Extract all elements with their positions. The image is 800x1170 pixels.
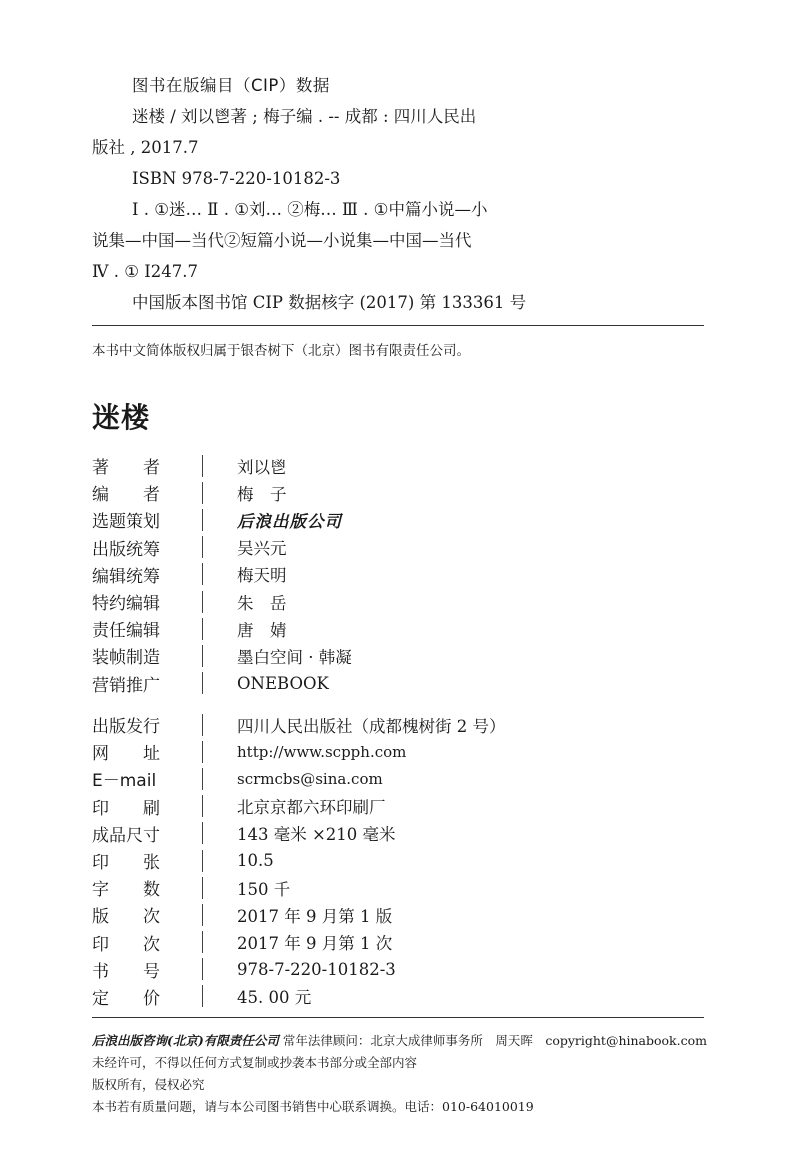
publisher-brand-logo: 后浪出版咨询(北京)有限责任公司 bbox=[92, 1033, 279, 1048]
publication-row bbox=[92, 929, 712, 956]
credit-row bbox=[92, 534, 712, 561]
publication-row bbox=[92, 711, 712, 738]
column-separator bbox=[202, 455, 203, 477]
credit-value: 墨白空间 · 韩凝 bbox=[237, 647, 352, 667]
column-separator bbox=[202, 877, 203, 899]
column-separator bbox=[202, 822, 203, 844]
credit-value: ONEBOOK bbox=[237, 673, 329, 693]
credit-label: 选题策划 bbox=[92, 512, 160, 533]
credit-label: 编辑统筹 bbox=[92, 566, 160, 587]
footer-line: 版权所有，侵权必究 bbox=[92, 1077, 205, 1092]
publication-list bbox=[92, 711, 712, 1010]
credit-row bbox=[92, 506, 712, 533]
publication-label: 成品尺寸 bbox=[92, 825, 160, 846]
credit-row bbox=[92, 670, 712, 697]
credit-value: 朱 岳 bbox=[237, 593, 287, 613]
publication-value: 45. 00 元 bbox=[237, 988, 312, 1008]
credit-label: 出版统筹 bbox=[92, 539, 160, 560]
publication-row bbox=[92, 847, 712, 874]
credit-row bbox=[92, 452, 712, 479]
publication-row bbox=[92, 793, 712, 820]
top-divider bbox=[92, 325, 704, 326]
credit-label: 装帧制造 bbox=[92, 648, 160, 669]
credit-row bbox=[92, 588, 712, 615]
publication-row bbox=[92, 874, 712, 901]
credit-label: 责任编辑 bbox=[92, 621, 160, 642]
publication-label: 定 价 bbox=[92, 988, 160, 1009]
book-title: 迷楼 bbox=[92, 401, 151, 434]
credit-row bbox=[92, 642, 712, 669]
column-separator bbox=[202, 618, 203, 640]
publication-label: 网 址 bbox=[92, 744, 160, 765]
publication-label: E－mail bbox=[92, 771, 157, 792]
publication-label: 字 数 bbox=[92, 880, 160, 901]
publication-row bbox=[92, 901, 712, 928]
cip-line: Ⅰ . ①迷… Ⅱ . ①刘… ②梅… Ⅲ . ①中篇小说—小 bbox=[132, 200, 488, 219]
publication-value: 2017 年 9 月第 1 版 bbox=[237, 906, 393, 926]
cip-line: Ⅳ . ① I247.7 bbox=[92, 262, 199, 281]
column-separator bbox=[202, 958, 203, 980]
cip-block bbox=[92, 72, 712, 318]
publication-row bbox=[92, 765, 712, 792]
credit-value: 梅天明 bbox=[237, 566, 287, 586]
column-separator bbox=[202, 509, 203, 531]
footer-legal-line bbox=[92, 1030, 712, 1052]
column-separator bbox=[202, 591, 203, 613]
cip-title: 图书在版编目（CIP）数据 bbox=[132, 76, 330, 95]
credit-label: 著 者 bbox=[92, 458, 160, 479]
credit-value: 吴兴元 bbox=[237, 539, 287, 559]
publication-value: 2017 年 9 月第 1 次 bbox=[237, 934, 393, 954]
website-url: http://www.scpph.com bbox=[237, 742, 407, 761]
credit-label: 特约编辑 bbox=[92, 594, 160, 615]
publication-label: 书 号 bbox=[92, 961, 160, 982]
column-separator bbox=[202, 563, 203, 585]
bottom-divider bbox=[92, 1017, 704, 1018]
publication-value: 北京京都六环印刷厂 bbox=[237, 798, 386, 818]
footer bbox=[92, 1030, 712, 1118]
column-separator bbox=[202, 714, 203, 736]
column-separator bbox=[202, 985, 203, 1007]
publication-value: 143 毫米 ×210 毫米 bbox=[237, 825, 396, 845]
publication-row bbox=[92, 820, 712, 847]
publication-label: 印 张 bbox=[92, 853, 160, 874]
publication-row bbox=[92, 983, 712, 1010]
cip-line: 中国版本图书馆 CIP 数据核字 (2017) 第 133361 号 bbox=[132, 293, 527, 312]
column-separator bbox=[202, 768, 203, 790]
column-separator bbox=[202, 850, 203, 872]
publication-label: 出版发行 bbox=[92, 717, 160, 738]
publication-value: 10.5 bbox=[237, 851, 274, 871]
email-address: scrmcbs@sina.com bbox=[237, 769, 383, 788]
column-separator bbox=[202, 482, 203, 504]
credit-label: 编 者 bbox=[92, 485, 160, 506]
column-separator bbox=[202, 672, 203, 694]
publication-row bbox=[92, 956, 712, 983]
credit-value: 梅 子 bbox=[237, 484, 287, 504]
publication-value: 978-7-220-10182-3 bbox=[237, 959, 396, 979]
column-separator bbox=[202, 741, 203, 763]
column-separator bbox=[202, 904, 203, 926]
publication-label: 版 次 bbox=[92, 907, 160, 928]
publication-label: 印 刷 bbox=[92, 798, 160, 819]
column-separator bbox=[202, 931, 203, 953]
credits-list bbox=[92, 452, 712, 697]
credit-row bbox=[92, 561, 712, 588]
cip-line: 说集—中国—当代②短篇小说—小说集—中国—当代 bbox=[92, 231, 472, 250]
publication-value: 四川人民出版社（成都槐树街 2 号） bbox=[237, 716, 506, 736]
column-separator bbox=[202, 536, 203, 558]
cip-line: 迷楼 / 刘以鬯著 ; 梅子编 . -- 成都 : 四川人民出 bbox=[132, 107, 477, 126]
credit-row bbox=[92, 479, 712, 506]
cip-line: 版社 , 2017.7 bbox=[92, 138, 199, 157]
credit-label: 营销推广 bbox=[92, 675, 160, 696]
credit-value: 唐 婧 bbox=[237, 620, 287, 640]
footer-line: 本书若有质量问题，请与本公司图书销售中心联系调换。电话：010-64010019 bbox=[92, 1099, 534, 1114]
legal-counsel: 常年法律顾问：北京大成律师事务所 周天晖 copyright@hinabook.com bbox=[278, 1033, 707, 1048]
cip-line: ISBN 978-7-220-10182-3 bbox=[132, 169, 341, 188]
publisher-brand-logo: 后浪出版公司 bbox=[237, 511, 342, 531]
credit-value: 刘以鬯 bbox=[237, 457, 287, 477]
column-separator bbox=[202, 795, 203, 817]
publication-row bbox=[92, 738, 712, 765]
credit-row bbox=[92, 615, 712, 642]
footer-line: 未经许可，不得以任何方式复制或抄袭本书部分或全部内容 bbox=[92, 1055, 418, 1070]
copyright-note: 本书中文简体版权归属于银杏树下（北京）图书有限责任公司。 bbox=[92, 343, 470, 359]
column-separator bbox=[202, 645, 203, 667]
publication-value: 150 千 bbox=[237, 879, 291, 899]
publication-label: 印 次 bbox=[92, 934, 160, 955]
